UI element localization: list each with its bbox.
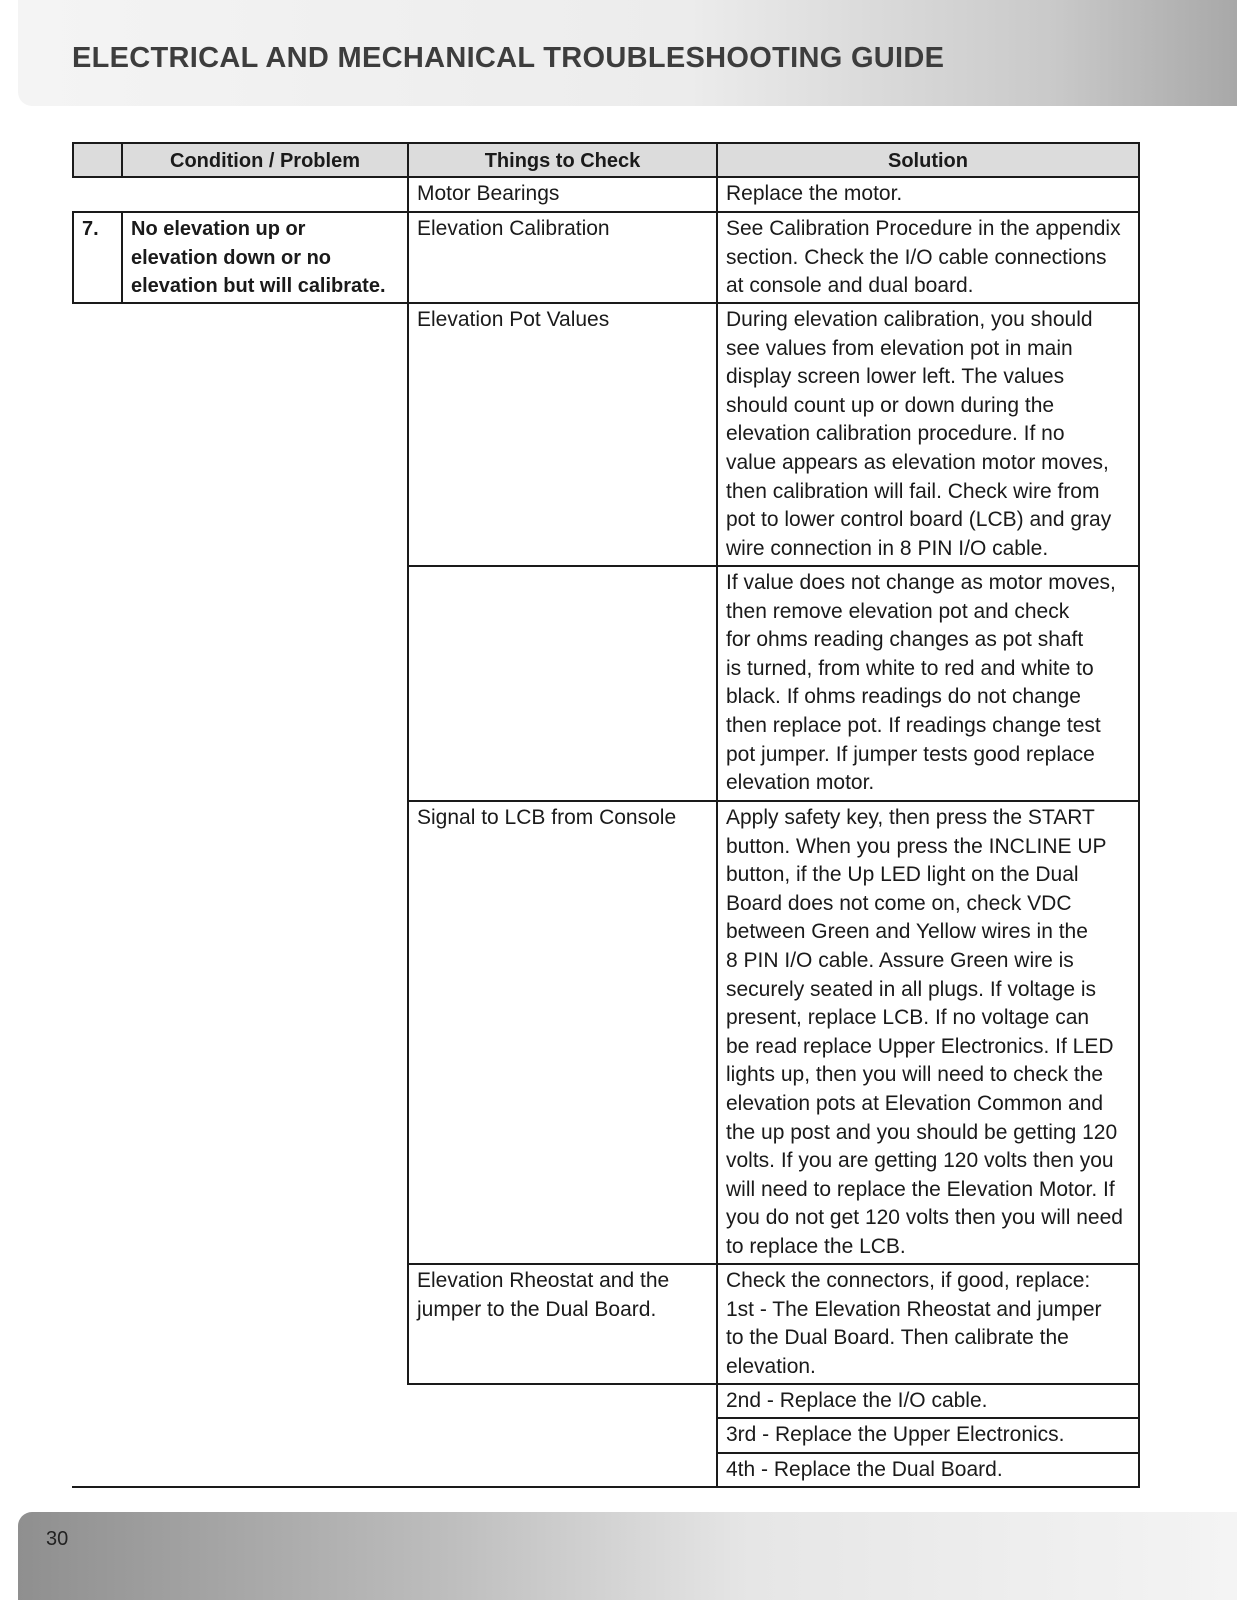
- condition-number: 7.: [82, 218, 99, 240]
- table-row-check: Motor Bearings: [417, 182, 560, 205]
- page-title: ELECTRICAL AND MECHANICAL TROUBLESHOOTING GUIDE: [72, 42, 945, 74]
- table-row-solution: If value does not change as motor moves, then remove elevation pot and check for ohms reading changes as pot shaft is turned, from white to red and white to black. If ohms readings do not change then replace pot. If readings change test pot jumper. If jumper tests good replace elevation motor.: [726, 571, 1116, 795]
- footer-band: [18, 1512, 1237, 1600]
- table-row-solution: Apply safety key, then press the START button. When you press the INCLINE UP button, if the Up LED light on the Dual Board does not come on, check VDC between Green and Yellow wires in the 8 PIN I/O cable. Assure Green wire is securely seated in all plugs. If voltage is present, replace LCB. If no voltage can be read replace Upper Electronics. If LED lights up, then you will need to check the elevation pots at Elevation Common and the up post and you should be getting 120 volts. If you are getting 120 volts then you will need to replace the Elevation Motor. If you do not get 120 volts then you will need to replace the LCB.: [726, 806, 1123, 1258]
- header-cell-things-to-check: Things to Check: [407, 142, 718, 178]
- table-row-solution: Check the connectors, if good, replace: 1st - The Elevation Rheostat and jumper to the Dual Board. Then calibrate the elevation.: [726, 1269, 1102, 1378]
- table-row-check: [409, 567, 716, 800]
- header-cell-solution: Solution: [716, 142, 1140, 178]
- table-row-check: Elevation Calibration: [417, 217, 610, 240]
- table-row-solution: 4th - Replace the Dual Board.: [726, 1458, 1003, 1481]
- condition-text: No elevation up or elevation down or no elevation but will calibrate.: [131, 218, 386, 298]
- table-row-check: Elevation Rheostat and the jumper to the Dual Board.: [417, 1269, 670, 1321]
- page-number: 30: [46, 1528, 69, 1550]
- table-row-solution: Replace the motor.: [726, 182, 903, 205]
- table-row-solution: 2nd - Replace the I/O cable.: [726, 1389, 988, 1412]
- table-row-solution: See Calibration Procedure in the appendix section. Check the I/O cable connections at console and dual board.: [726, 217, 1121, 298]
- header-cell-condition: Condition / Problem: [121, 142, 409, 178]
- table-row-check: Signal to LCB from Console: [417, 806, 677, 829]
- table-row-solution: During elevation calibration, you should see values from elevation pot in main display screen lower left. The values should count up or down during the elevation calibration procedure. If no value appears as elevation motor moves, then calibration will fail. Check wire from pot to lower control board (LCB) and gray wire connection in 8 PIN I/O cable.: [726, 308, 1112, 560]
- header-cell-number: [72, 142, 123, 178]
- table-row-solution: 3rd - Replace the Upper Electronics.: [726, 1423, 1065, 1446]
- table-row-check: Elevation Pot Values: [417, 308, 610, 331]
